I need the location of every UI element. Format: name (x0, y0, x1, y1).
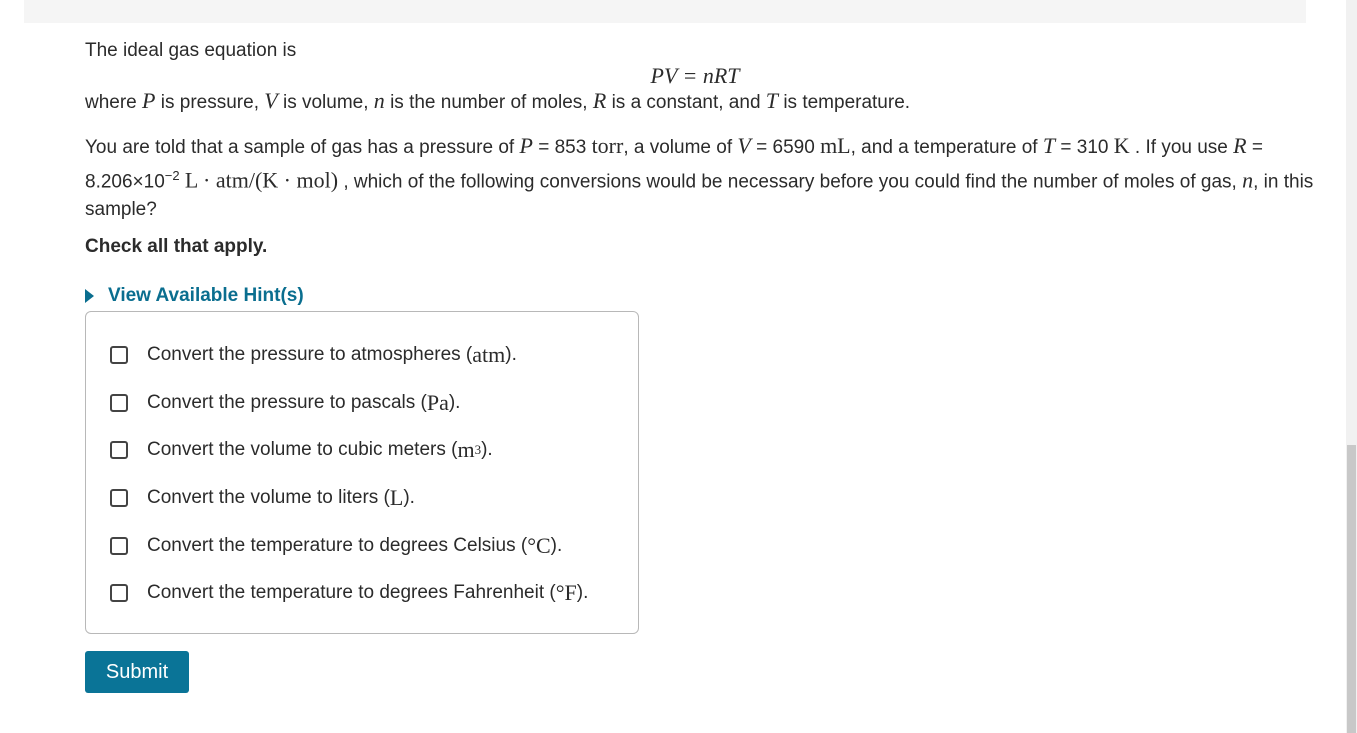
option-temp-celsius[interactable]: Convert the temperature to degrees Celsius ( °C ). (110, 533, 562, 559)
submit-button[interactable]: Submit (85, 651, 189, 693)
option-pressure-pa[interactable]: Convert the pressure to pascals ( Pa ). (110, 390, 460, 416)
options-box (85, 311, 639, 634)
option-volume-m3[interactable]: Convert the volume to cubic meters ( m 3 ). (110, 437, 493, 463)
ideal-gas-equation: PV = nRT (650, 63, 740, 88)
intro-line: The ideal gas equation is (85, 40, 297, 61)
question-text: You are told that a sample of gas has a pressure of P = 853 torr, a volume of V = 6590 mL, and a temperature of T = 310 K . If you use $R = 8.206\times 10^{-2}$ L · atm/(K · mol) , which of the following conversions would be necessary before you could find the number of moles of gas, n, in this sample? (85, 133, 1314, 221)
option-temp-fahrenheit[interactable]: Convert the temperature to degrees Fahrenheit ( °F ). (110, 580, 588, 606)
option-pressure-atm[interactable]: Convert the pressure to atmospheres ( atm ). (110, 342, 517, 368)
scrollbar-thumb[interactable] (1347, 445, 1356, 733)
checkbox[interactable] (110, 584, 128, 602)
check-all-instruction: Check all that apply. (85, 236, 268, 258)
caret-right-icon (85, 289, 94, 303)
checkbox[interactable] (110, 394, 128, 412)
option-volume-liters[interactable]: Convert the volume to liters ( L ). (110, 485, 415, 511)
checkbox[interactable] (110, 346, 128, 364)
checkbox[interactable] (110, 441, 128, 459)
checkbox[interactable] (110, 537, 128, 555)
variable-definitions: where P is pressure, V is volume, n is the number of moles, R is a constant, and T is temperature. (85, 88, 911, 113)
scrollbar[interactable] (1346, 0, 1357, 733)
checkbox[interactable] (110, 489, 128, 507)
question-content (85, 38, 1315, 309)
view-hints-toggle[interactable]: View Available Hint(s) (85, 283, 1315, 309)
top-bar (24, 0, 1306, 23)
